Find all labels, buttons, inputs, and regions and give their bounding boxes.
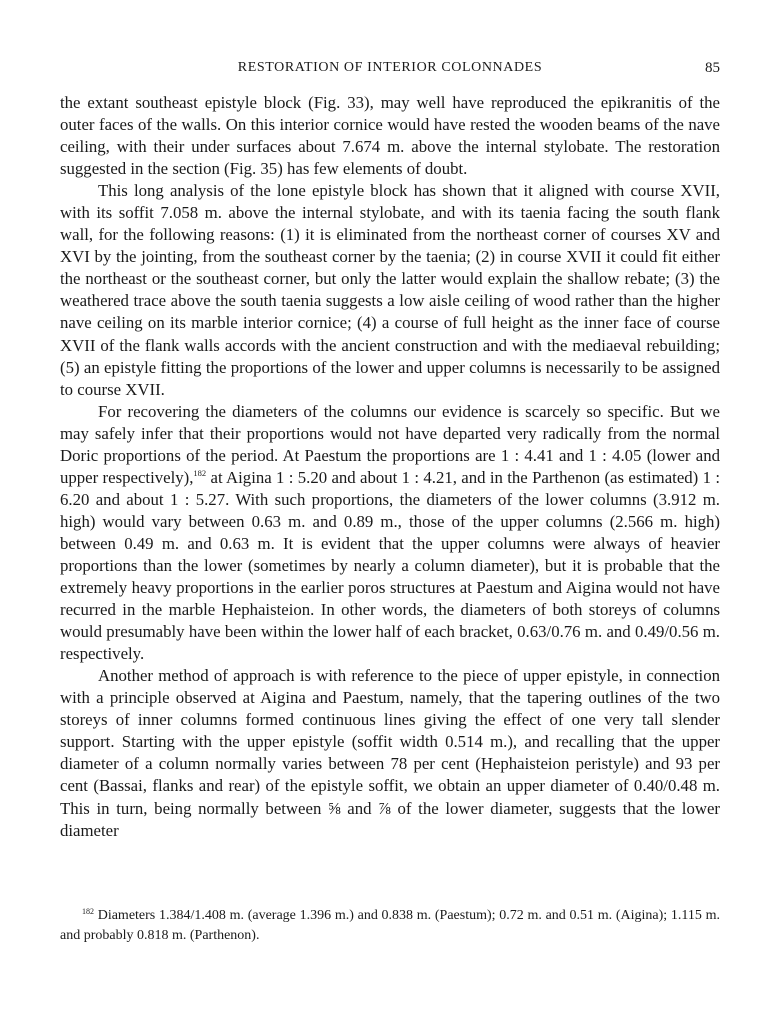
paragraph-3-text-after: at Aigina 1 : 5.20 and about 1 : 4.21, and in the Parthenon (as estimated) 1 : 6.20 and about 1 : 5.27. With such proportions, the diameters of the lower columns (3.912 m. high) would vary between 0.63 m. and 0.89 m., those of the upper columns (2.566 m. high) between 0.49 m. and 0.63 m. It is evident that the upper columns were always of heavier proportions than the lower (sometimes by nearly a column diameter), but it is probable that the extremely heavy proportions in the earlier poros structures at Paestum and Aigina would not have recurred in the marble Hephaisteion. In other words, the diameters of both storeys of columns would presumably have been within the lower half of each bracket, 0.63/0.76 m. and 0.49/0.56 m. respectively. (60, 467, 720, 664)
paragraph-3-text-before: For recovering the diameters of the columns our evidence is scarcely so specific. But we may safely infer that their proportions would not have departed very radically from the normal Doric proportions of the period. At Paestum the proportions are 1 : 4.41 and 1 : 4.05 (lower and upper respectively), (60, 401, 720, 487)
footnote-reference-182[interactable]: 182 (193, 467, 207, 478)
paragraph-4: Another method of approach is with reference to the piece of upper epistyle, in connection with a principle observed at Aigina and Paestum, namely, that the tapering outlines of the two storeys of inner columns formed continuous lines giving the effect of one very tall slender support. Starting with the upper epistyle (soffit width 0.514 m.), and recalling that the upper diameter of a column normally varies between 78 per cent (Hephaisteion peristyle) and 93 per cent (Bassai, flanks and rear) of the epistyle soffit, we obtain an upper diameter of 0.40/0.48 m. This in turn, being normally between ⅝ and ⅞ of the lower diameter, suggests that the lower diameter (60, 666, 720, 840)
footnote-number: 182 (82, 907, 94, 916)
paragraph-1: the extant southeast epistyle block (Fig. 33), may well have reproduced the epikranitis of the outer faces of the walls. On this interior cornice would have rested the wooden beams of the nave ceiling, with their under surfaces about 7.674 m. above the internal stylobate. The restoration suggested in the section (Fig. 35) has few elements of doubt. (60, 93, 720, 179)
body-text (60, 92, 720, 842)
paragraph-3 (60, 401, 720, 666)
running-title: RESTORATION OF INTERIOR COLONNADES (237, 60, 543, 75)
footnote-text: Diameters 1.384/1.408 m. (average 1.396 m.) and 0.838 m. (Paestum); 0.72 m. and 0.51 m. (Aigina); 1.115 m. and probably 0.818 m. (Parthenon). (60, 908, 720, 943)
paragraph-2: This long analysis of the lone epistyle block has shown that it aligned with course XVII, with its soffit 7.058 m. above the internal stylobate, and with its taenia facing the south flank wall, for the following reasons: (1) it is eliminated from the northeast corner of courses XV and XVI by the jointing, from the southeast corner by the taenia; (2) in course XVII it could fit either the northeast or the southeast corner, but only the latter would explain the shallow rebate; (3) the weathered trace above the south taenia suggests a low aisle ceiling of wood rather than the higher nave ceiling on its marble interior cornice; (4) a course of full height as the inner face of course XVII of the flank walls accords with the ancient construction and with the mediaeval rebuilding; (5) an epistyle fitting the proportions of the lower and upper columns is necessarily to be assigned to course XVII. (60, 181, 720, 399)
page-number: 85 (705, 60, 720, 76)
footnote (60, 906, 720, 945)
page-header (60, 60, 720, 80)
